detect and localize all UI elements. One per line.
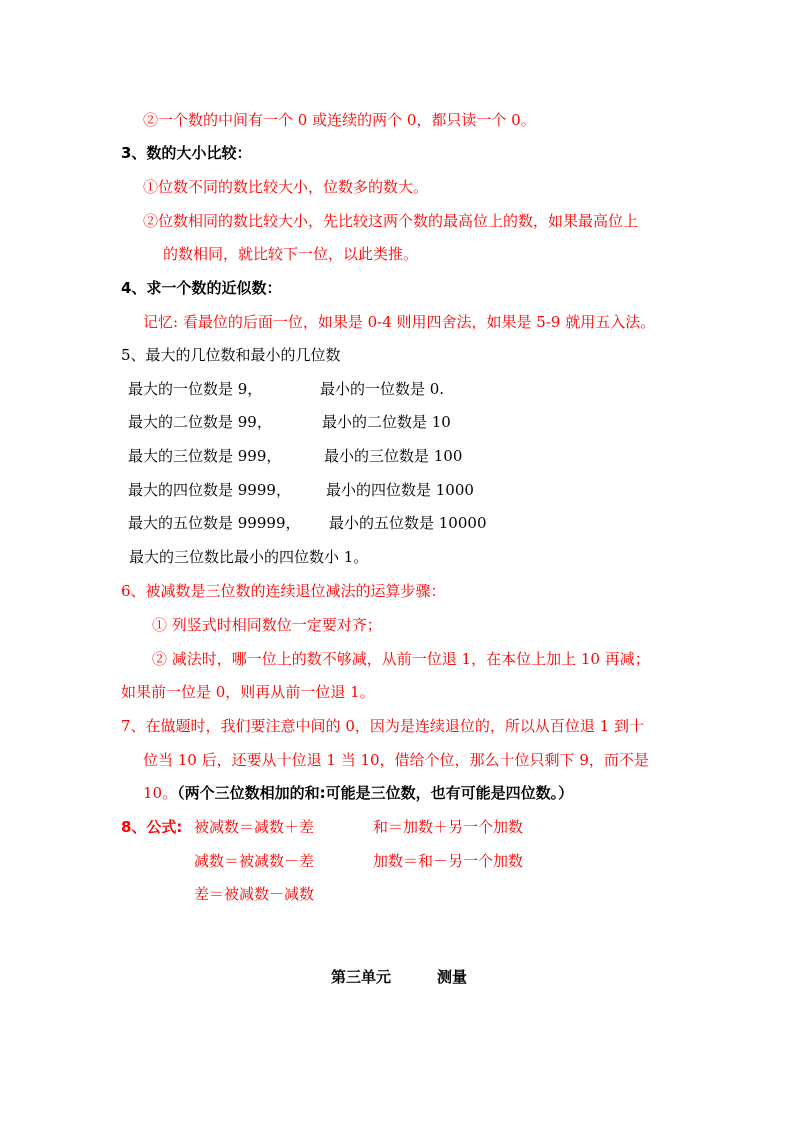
note-7-line3 — [143, 783, 573, 803]
formula-sum: 和＝加数＋另一个加数 — [373, 818, 524, 836]
note-7-ten: 10。 — [143, 784, 178, 802]
formula-minuend: 被减数＝减数＋差 — [194, 818, 315, 836]
subtraction-step-2-line2: 如果前一位是 0，则再从前一位退 1。 — [121, 683, 375, 701]
compare-rule-2-line1: ②位数相同的数比较大小，先比较这两个数的最高位上的数，如果最高位上 — [143, 212, 639, 230]
unit-name: 测量 — [437, 968, 468, 986]
compare-rule-2-line2: 的数相同，就比较下一位，以此类推。 — [163, 245, 419, 263]
max-two-digit: 最大的二位数是 99， — [128, 413, 272, 431]
min-two-digit: 最小的二位数是 10 — [322, 413, 451, 431]
heading-formulas: 8、公式: — [121, 818, 183, 836]
heading-approximation: 4、求一个数的近似数： — [121, 279, 282, 297]
heading-subtraction-steps: 6、被减数是三位数的连续退位减法的运算步骤： — [121, 582, 446, 600]
subtraction-step-2-line1: ② 减法时，哪一位上的数不够减，从前一位退 1，在本位上加上 10 再减； — [152, 650, 650, 668]
formula-subtrahend: 减数＝被减数－差 — [194, 852, 315, 870]
note-7-bold-remark: （两个三位数相加的和:可能是三位数，也有可能是四位数。） — [177, 784, 574, 802]
max-one-digit: 最大的一位数是 9， — [128, 380, 263, 398]
rule-zero-reading: ②一个数的中间有一个 0 或连续的两个 0，都只读一个 0。 — [143, 111, 536, 129]
min-five-digit: 最小的五位数是 10000 — [329, 514, 487, 532]
compare-rule-1: ①位数不同的数比较大小，位数多的数大。 — [143, 178, 429, 196]
note-7-line2: 位当 10 后，还要从十位退 1 当 10，借给个位，那么十位只剩下 9，而不是 — [143, 751, 649, 769]
subtraction-step-1: ① 列竖式时相同数位一定要对齐； — [152, 616, 382, 634]
min-three-digit: 最小的三位数是 100 — [324, 447, 463, 465]
max-five-digit: 最大的五位数是 99999， — [128, 514, 301, 532]
formula-addend: 加数＝和－另一个加数 — [373, 852, 524, 870]
min-four-digit: 最小的四位数是 1000 — [326, 481, 474, 499]
unit-title: 第三单元 — [331, 968, 392, 986]
max-three-digit: 最大的三位数是 999， — [128, 447, 282, 465]
note-7-line1: 7、在做题时，我们要注意中间的 0，因为是连续退位的，所以从百位退 1 到十 — [121, 717, 644, 735]
formula-difference: 差＝被减数－减数 — [194, 885, 315, 903]
min-one-digit: 最小的一位数是 0. — [320, 380, 445, 398]
heading-compare-numbers: 3、数的大小比较： — [121, 144, 252, 162]
approximation-rule: 记忆: 看最位的后面一位，如果是 0-4 则用四舍法，如果是 5-9 就用五入法。 — [143, 313, 656, 331]
heading-max-min: 5、最大的几位数和最小的几位数 — [121, 346, 341, 364]
max-min-difference: 最大的三位数比最小的四位数小 1。 — [129, 548, 369, 566]
max-four-digit: 最大的四位数是 9999， — [128, 481, 291, 499]
